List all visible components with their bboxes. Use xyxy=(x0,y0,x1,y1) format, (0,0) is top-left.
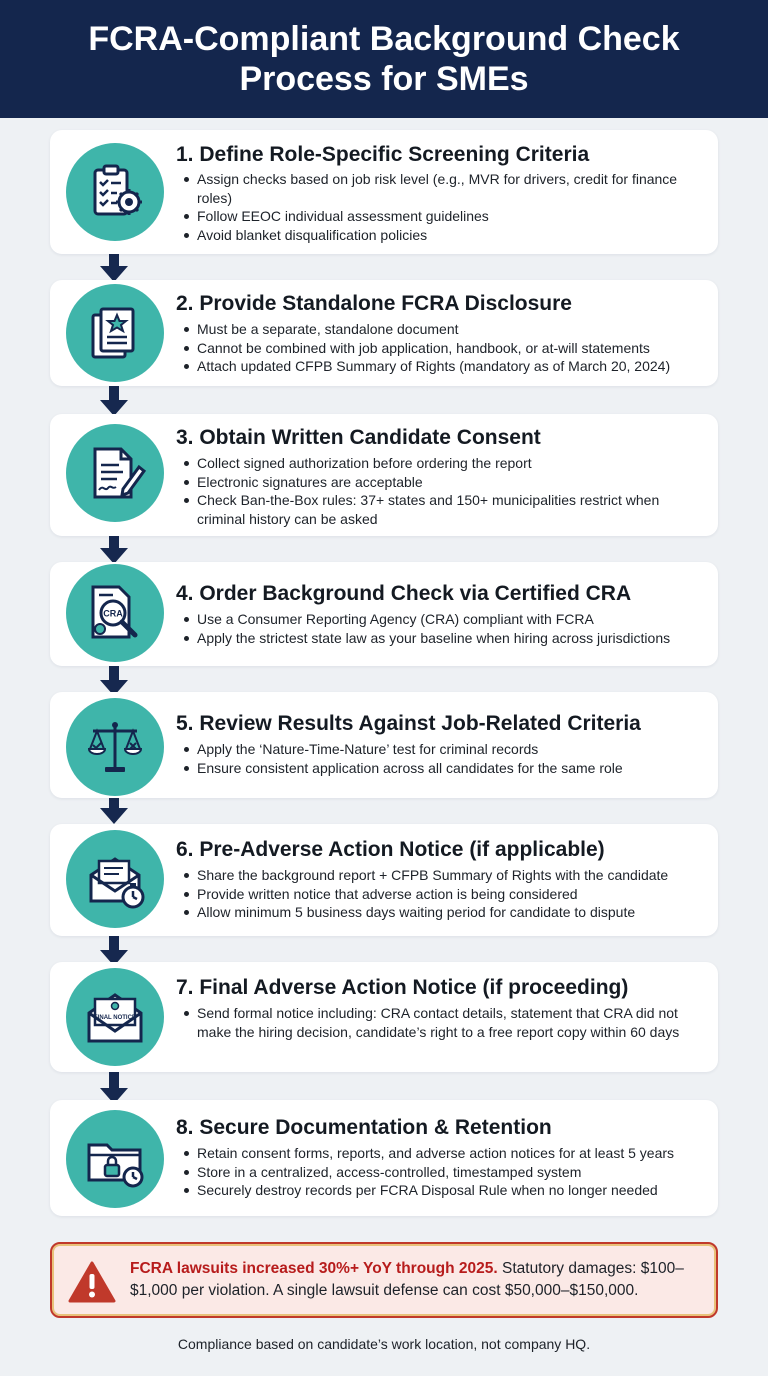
alert-highlight: FCRA lawsuits increased 30%+ YoY through 2025. xyxy=(130,1260,498,1277)
step-bullets-8 xyxy=(182,1144,702,1200)
lawsuit-alert-box xyxy=(50,1242,718,1318)
list-item: Use a Consumer Reporting Agency (CRA) compliant with FCRA xyxy=(182,610,702,629)
list-item: Ensure consistent application across all candidates for the same role xyxy=(182,759,702,778)
document-star-icon xyxy=(66,284,164,382)
list-item: Retain consent forms, reports, and adverse action notices for at least 5 years xyxy=(182,1144,702,1163)
cra-magnifier-icon xyxy=(66,564,164,662)
list-item: Store in a centralized, access-controlled, timestamped system xyxy=(182,1163,702,1182)
envelope-final-notice-icon xyxy=(66,968,164,1066)
list-item: Assign checks based on job risk level (e.g., MVR for drivers, credit for finance roles) xyxy=(182,170,702,207)
step-title-7: 7. Final Adverse Action Notice (if proceeding) xyxy=(176,976,629,999)
list-item: Provide written notice that adverse action is being considered xyxy=(182,885,702,904)
step-bullets-5 xyxy=(182,740,702,777)
list-item: Must be a separate, standalone document xyxy=(182,320,702,339)
page-title: FCRA-Compliant Background Check Process for SMEs xyxy=(88,20,680,98)
step-title-5: 5. Review Results Against Job-Related Criteria xyxy=(176,712,641,735)
folder-lock-clock-icon xyxy=(66,1110,164,1208)
list-item: Cannot be combined with job application, handbook, or at-will statements xyxy=(182,339,702,358)
arrow-down-icon xyxy=(100,808,128,824)
list-item: Send formal notice including: CRA contact details, statement that CRA did not make the hiring decision, candidate’s right to a free report copy within 60 days xyxy=(182,1004,702,1041)
list-item: Securely destroy records per FCRA Disposal Rule when no longer needed xyxy=(182,1181,702,1200)
warning-triangle-icon xyxy=(68,1260,116,1304)
step-bullets-1 xyxy=(182,170,702,244)
step-bullets-3 xyxy=(182,454,702,528)
step-title-4: 4. Order Background Check via Certified CRA xyxy=(176,582,632,605)
list-item: Collect signed authorization before ordering the report xyxy=(182,454,702,473)
signed-document-pen-icon xyxy=(66,424,164,522)
list-item: Follow EEOC individual assessment guidelines xyxy=(182,207,702,226)
list-item: Avoid blanket disqualification policies xyxy=(182,226,702,245)
header-banner xyxy=(0,0,768,118)
list-item: Electronic signatures are acceptable xyxy=(182,473,702,492)
footer-note: Compliance based on candidate’s work location, not company HQ. xyxy=(177,1336,591,1352)
step-title-8: 8. Secure Documentation & Retention xyxy=(176,1116,552,1139)
step-title-2: 2. Provide Standalone FCRA Disclosure xyxy=(176,292,572,315)
step-title-1: 1. Define Role-Specific Screening Criteria xyxy=(176,143,590,166)
list-item: Apply the strictest state law as your baseline when hiring across jurisdictions xyxy=(182,629,702,648)
step-bullets-7 xyxy=(182,1004,702,1041)
final-notice-label: FINAL NOTICE xyxy=(94,1015,136,1021)
clipboard-checklist-gear-icon xyxy=(66,143,164,241)
list-item: Attach updated CFPB Summary of Rights (mandatory as of March 20, 2024) xyxy=(182,357,702,376)
step-title-6: 6. Pre-Adverse Action Notice (if applicable) xyxy=(176,838,605,861)
alert-text xyxy=(130,1258,710,1302)
balance-scale-icon xyxy=(66,698,164,796)
envelope-stopwatch-icon xyxy=(66,830,164,928)
list-item: Check Ban-the-Box rules: 37+ states and 150+ municipalities restrict when criminal history can be asked xyxy=(182,491,702,528)
alert-body: Statutory damages: $100–$1,000 per violation. A single lawsuit defense can cost $50,000–$150,000. xyxy=(130,1260,684,1299)
step-title-3: 3. Obtain Written Candidate Consent xyxy=(176,426,541,449)
list-item: Share the background report + CFPB Summary of Rights with the candidate xyxy=(182,866,702,885)
list-item: Apply the ‘Nature-Time-Nature’ test for criminal records xyxy=(182,740,702,759)
step-bullets-2 xyxy=(182,320,702,376)
cra-label: CRA xyxy=(103,608,123,619)
step-bullets-6 xyxy=(182,866,702,922)
list-item: Allow minimum 5 business days waiting period for candidate to dispute xyxy=(182,903,702,922)
step-bullets-4 xyxy=(182,610,702,647)
